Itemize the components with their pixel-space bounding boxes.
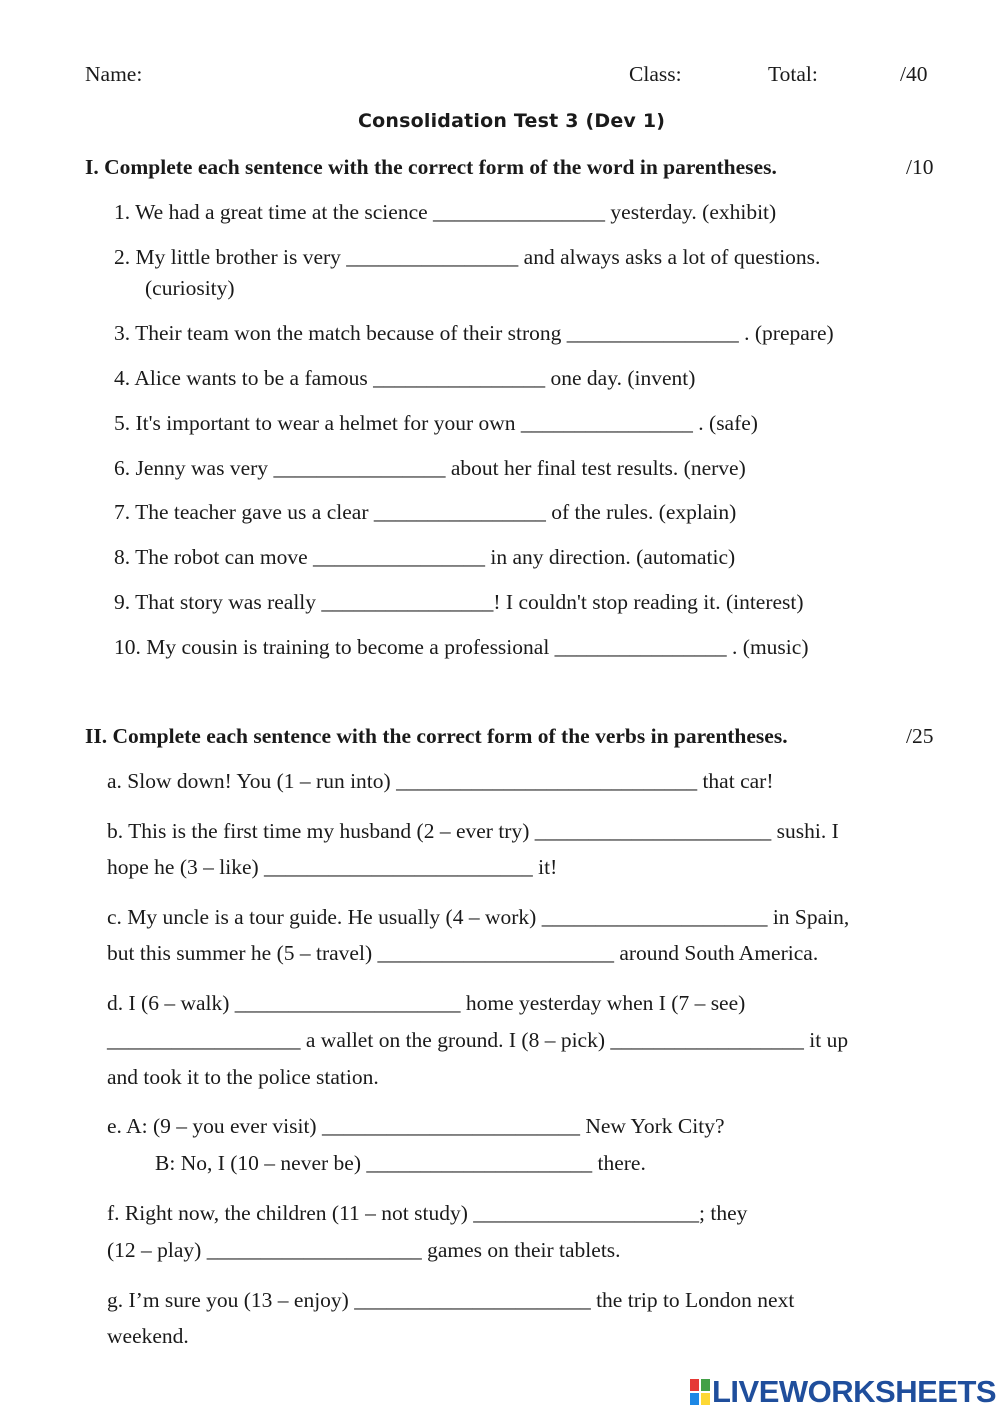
answer-blank[interactable]: ________________ bbox=[554, 635, 727, 659]
question-5: 5. It's important to wear a helmet for your own ________________ . (safe) bbox=[114, 411, 758, 435]
exercise-g-line-1: g. I’m sure you (13 – enjoy) ______________________ the trip to London next bbox=[107, 1288, 795, 1312]
exercise-b-line-2: hope he (3 – like) _________________________ it! bbox=[107, 855, 558, 879]
question-4: 4. Alice wants to be a famous ________________ one day. (invent) bbox=[114, 366, 696, 390]
answer-blank[interactable]: ________________ bbox=[373, 366, 546, 390]
answer-blank-8[interactable]: __________________ bbox=[610, 1028, 804, 1052]
exercise-d-line-1: d. I (6 – walk) _____________________ home yesterday when I (7 – see) bbox=[107, 991, 746, 1015]
answer-blank[interactable]: ________________ bbox=[373, 500, 546, 524]
question-8: 8. The robot can move ________________ in any direction. (automatic) bbox=[114, 545, 736, 569]
answer-blank-13[interactable]: ______________________ bbox=[354, 1288, 591, 1312]
exercise-c-line-1: c. My uncle is a tour guide. He usually (4 – work) _____________________ in Spain, bbox=[107, 905, 850, 929]
total-label: Total: bbox=[768, 62, 818, 86]
question-6: 6. Jenny was very ________________ about her final test results. (nerve) bbox=[114, 456, 746, 480]
class-label: Class: bbox=[629, 62, 682, 86]
exercise-b-line-1: b. This is the first time my husband (2 – ever try) ______________________ sushi. I bbox=[107, 819, 839, 843]
question-1: 1. We had a great time at the science ________________ yesterday. (exhibit) bbox=[114, 200, 777, 224]
question-2: 2. My little brother is very ________________ and always asks a lot of questions. bbox=[114, 245, 821, 269]
page-title: Consolidation Test 3 (Dev 1) bbox=[358, 110, 666, 132]
answer-blank-5[interactable]: ______________________ bbox=[377, 941, 614, 965]
logo-square bbox=[701, 1393, 710, 1405]
logo-square bbox=[690, 1393, 699, 1405]
answer-blank[interactable]: ________________ bbox=[273, 456, 446, 480]
answer-blank[interactable]: ________________ bbox=[520, 411, 693, 435]
answer-blank-7[interactable]: __________________ bbox=[107, 1028, 301, 1052]
logo-square bbox=[690, 1379, 699, 1391]
exercise-d-line-2: __________________ a wallet on the ground. I (8 – pick) __________________ it up bbox=[107, 1028, 849, 1052]
name-label: Name: bbox=[85, 62, 143, 86]
exercise-f-line-2: (12 – play) ____________________ games on their tablets. bbox=[107, 1238, 621, 1262]
exercise-f-line-1: f. Right now, the children (11 – not study) _____________________; they bbox=[107, 1201, 748, 1225]
exercise-a-line-1: a. Slow down! You (1 – run into) ____________________________ that car! bbox=[107, 769, 774, 793]
section-2-heading: II. Complete each sentence with the correct form of the verbs in parentheses. bbox=[85, 724, 788, 748]
section-1-heading: I. Complete each sentence with the correct form of the word in parentheses. bbox=[85, 155, 777, 179]
exercise-c-line-2: but this summer he (5 – travel) ______________________ around South America. bbox=[107, 941, 819, 965]
section-2-score: /25 bbox=[906, 724, 934, 748]
answer-blank-6[interactable]: _____________________ bbox=[234, 991, 461, 1015]
logo-square bbox=[701, 1379, 710, 1391]
exercise-g-line-2: weekend. bbox=[107, 1324, 189, 1348]
exercise-e-line-2: B: No, I (10 – never be) _____________________ there. bbox=[155, 1151, 646, 1175]
answer-blank-2[interactable]: ______________________ bbox=[534, 819, 772, 843]
answer-blank[interactable]: ________________ bbox=[313, 545, 486, 569]
answer-blank[interactable]: ________________ bbox=[346, 245, 519, 269]
question-7: 7. The teacher gave us a clear ________________ of the rules. (explain) bbox=[114, 500, 737, 524]
exercise-e-line-1: e. A: (9 – you ever visit) ________________________ New York City? bbox=[107, 1114, 725, 1138]
question-3: 3. Their team won the match because of their strong ________________ . (prepare) bbox=[114, 321, 834, 345]
total-score: /40 bbox=[900, 62, 928, 86]
liveworksheets-logo bbox=[690, 1374, 997, 1410]
answer-blank[interactable]: ________________ bbox=[321, 590, 494, 614]
logo-text: LIVEWORKSHEETS bbox=[712, 1374, 997, 1409]
question-9: 9. That story was really ________________! I couldn't stop reading it. (interest) bbox=[114, 590, 804, 614]
answer-blank-1[interactable]: ____________________________ bbox=[396, 769, 698, 793]
answer-blank-9[interactable]: ________________________ bbox=[321, 1114, 580, 1138]
answer-blank-11[interactable]: _____________________ bbox=[473, 1201, 699, 1225]
answer-blank-3[interactable]: _________________________ bbox=[264, 855, 533, 879]
logo-mark-icon bbox=[690, 1379, 710, 1405]
question-2-continuation: (curiosity) bbox=[145, 276, 235, 300]
answer-blank-4[interactable]: _____________________ bbox=[541, 905, 768, 929]
answer-blank[interactable]: ________________ bbox=[566, 321, 739, 345]
answer-blank-10[interactable]: _____________________ bbox=[366, 1151, 593, 1175]
section-1-score: /10 bbox=[906, 155, 934, 179]
answer-blank-12[interactable]: ____________________ bbox=[206, 1238, 422, 1262]
exercise-d-line-3: and took it to the police station. bbox=[107, 1065, 379, 1089]
question-10: 10. My cousin is training to become a professional ________________ . (music) bbox=[114, 635, 809, 659]
answer-blank[interactable]: ________________ bbox=[433, 200, 606, 224]
